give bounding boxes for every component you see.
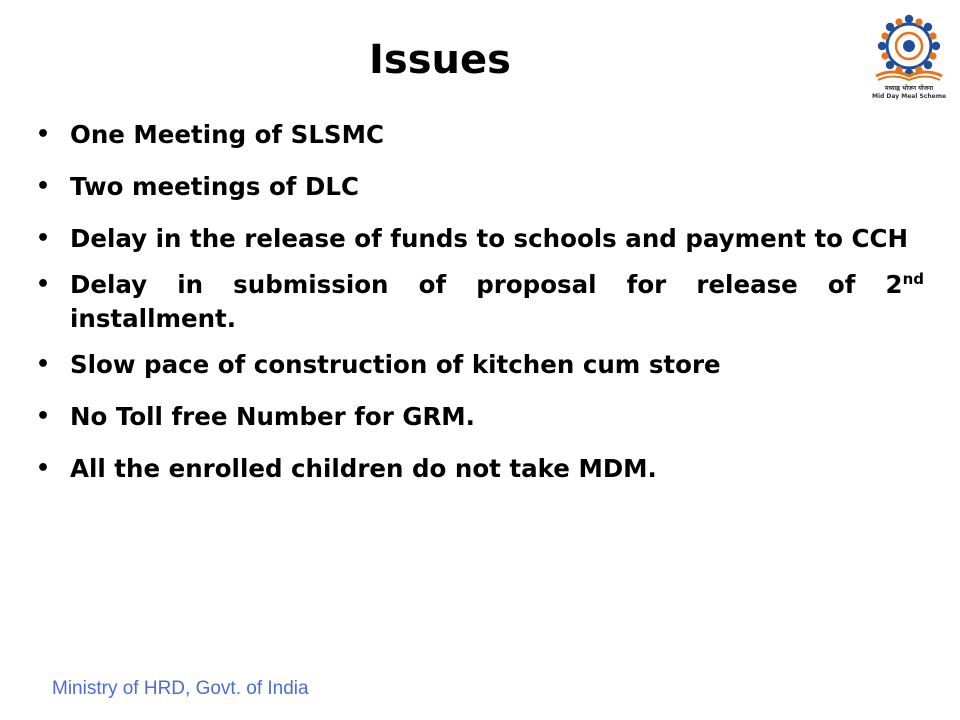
logo-caption-english: Mid Day Meal Scheme [871, 93, 947, 100]
bullet-icon: • [36, 122, 51, 147]
bullet-icon: • [36, 352, 51, 377]
logo-caption-hindi: मध्याह्न भोजन योजना [884, 85, 934, 92]
bullet-icon: • [36, 226, 51, 251]
list-item [36, 170, 924, 204]
bullet-icon: • [36, 272, 51, 297]
bullet-text: Slow pace of construction of kitchen cum store [70, 350, 721, 379]
bullet-text [70, 270, 924, 333]
list-item [36, 348, 924, 382]
bullet-icon: • [36, 174, 51, 199]
bullet-text-end: installment. [70, 304, 237, 333]
footer-text: Ministry of HRD, Govt. of India [52, 678, 309, 699]
slide-title: Issues [369, 37, 511, 83]
bullet-text: Two meetings of DLC [70, 172, 359, 201]
bullet-text: All the enrolled children do not take MDM. [70, 454, 657, 483]
list-item [36, 222, 924, 256]
bullet-icon: • [36, 456, 51, 481]
bullet-text: Delay in the release of funds to schools and payment to CCH [70, 224, 908, 253]
bullet-icon: • [36, 404, 51, 429]
bullet-text: One Meeting of SLSMC [70, 120, 384, 149]
list-item [36, 118, 924, 152]
ordinal-superscript: nd [902, 269, 924, 288]
mid-day-meal-logo-icon [866, 12, 952, 102]
issues-list [36, 118, 924, 504]
bullet-text: No Toll free Number for GRM. [70, 402, 475, 431]
list-item [36, 400, 924, 434]
list-item [36, 452, 924, 486]
list-item [36, 268, 924, 336]
bullet-text-main: Delay in submission of proposal for release of 2 [70, 270, 903, 299]
